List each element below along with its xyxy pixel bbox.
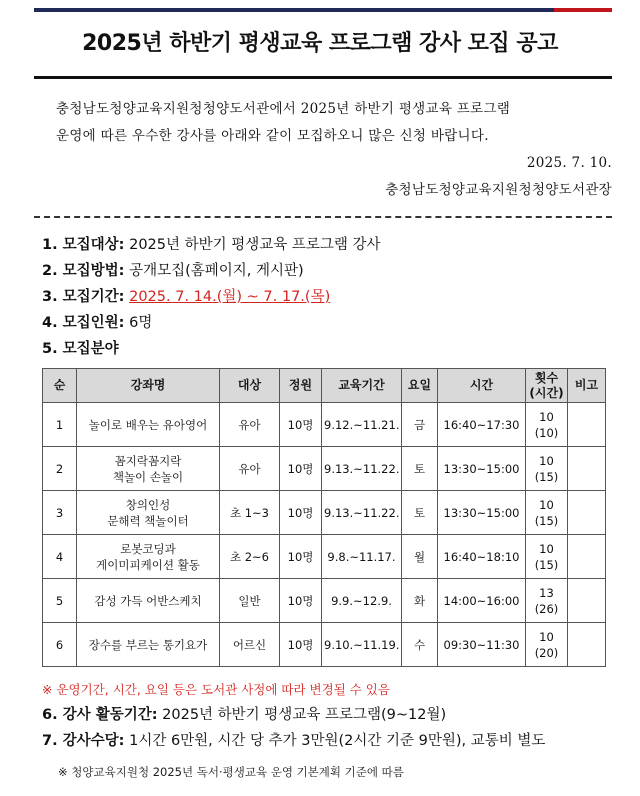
- table-cell: 5: [43, 579, 77, 623]
- header-cell: 요일: [402, 369, 438, 403]
- table-cell: 9.12.~11.21.: [322, 403, 402, 447]
- item-method: 2. 모집방법: 공개모집(홈페이지, 게시판): [42, 263, 304, 279]
- table-cell: 16:40~17:30: [438, 403, 526, 447]
- table-cell: 1: [43, 403, 77, 447]
- table-cell: 3: [43, 491, 77, 535]
- item-field: 5. 모집분야: [42, 341, 119, 357]
- table-cell: 9.10.~11.19.: [322, 623, 402, 667]
- header-cell: 순: [43, 369, 77, 403]
- table-cell: 10명: [280, 447, 322, 491]
- table-cell: [568, 403, 606, 447]
- table-cell: 초 2~6: [220, 535, 280, 579]
- header-cell: 비고: [568, 369, 606, 403]
- header-cell: 시간: [438, 369, 526, 403]
- table-cell: 2: [43, 447, 77, 491]
- table-cell: 토: [402, 491, 438, 535]
- intro-line-2: 운영에 따른 우수한 강사를 아래와 같이 모집하오니 많은 신청 바랍니다.: [56, 128, 489, 144]
- table-cell: [568, 535, 606, 579]
- table-cell: 4: [43, 535, 77, 579]
- table-cell: 9.13.~11.22.: [322, 491, 402, 535]
- table-row: [43, 623, 606, 667]
- header-cell: 교육기간: [322, 369, 402, 403]
- dashed-divider: [34, 216, 612, 218]
- table-cell: [568, 579, 606, 623]
- table-cell: 화: [402, 579, 438, 623]
- table-cell: 놀이로 배우는 유아영어: [77, 403, 220, 447]
- table-cell: 10명: [280, 491, 322, 535]
- table-cell: 월: [402, 535, 438, 579]
- table-cell: 13:30~15:00: [438, 447, 526, 491]
- table-cell: 수: [402, 623, 438, 667]
- table-row: [43, 447, 606, 491]
- table-cell: 14:00~16:00: [438, 579, 526, 623]
- item-target: 1. 모집대상: 2025년 하반기 평생교육 프로그램 강사: [42, 237, 381, 253]
- item-fee: 7. 강사수당: 1시간 6만원, 시간 당 추가 3만원(2시간 기준 9만원), 교통비 별도: [42, 733, 546, 749]
- title-underline: [34, 76, 612, 79]
- basis-note: ※ 청양교육지원청 2025년 독서·평생교육 운영 기본계획 기준에 따름: [58, 765, 404, 779]
- table-cell: 09:30~11:30: [438, 623, 526, 667]
- program-table: [42, 368, 606, 667]
- table-cell: 초 1~3: [220, 491, 280, 535]
- extra-items: [42, 702, 545, 754]
- table-cell: 로봇코딩과 게이미피케이션 활동: [77, 535, 220, 579]
- table-row: [43, 491, 606, 535]
- table-cell: 9.9.~12.9.: [322, 579, 402, 623]
- intro-paragraph: [46, 96, 612, 204]
- intro-line-1: 충청남도청양교육지원청청양도서관에서 2025년 하반기 평생교육 프로그램: [56, 101, 511, 117]
- recruit-items: [42, 232, 602, 362]
- table-cell: 16:40~18:10: [438, 535, 526, 579]
- table-cell: 13:30~15:00: [438, 491, 526, 535]
- issuer: 충청남도청양교육지원청청양도서관장: [385, 182, 612, 198]
- table-cell: 10 (15): [526, 535, 568, 579]
- table-cell: 토: [402, 447, 438, 491]
- table-header-row: [43, 369, 606, 403]
- header-cell: 정원: [280, 369, 322, 403]
- table-cell: 금: [402, 403, 438, 447]
- table-cell: 10명: [280, 535, 322, 579]
- table-cell: 9.8.~11.17.: [322, 535, 402, 579]
- table-cell: 10명: [280, 403, 322, 447]
- item-period: 3. 모집기간: 2025. 7. 14.(월) ~ 7. 17.(목): [42, 289, 331, 305]
- page-title: 2025년 하반기 평생교육 프로그램 강사 모집 공고: [82, 31, 558, 56]
- item-activity-period: 6. 강사 활동기간: 2025년 하반기 평생교육 프로그램(9~12월): [42, 707, 447, 723]
- table-cell: 유아: [220, 403, 280, 447]
- top-color-bar: [34, 8, 612, 14]
- table-row: [43, 579, 606, 623]
- table-cell: 6: [43, 623, 77, 667]
- table-cell: 어르신: [220, 623, 280, 667]
- header-cell: 강좌명: [77, 369, 220, 403]
- announcement-date: 2025. 7. 10.: [526, 155, 612, 171]
- table-cell: 13 (26): [526, 579, 568, 623]
- table-cell: 일반: [220, 579, 280, 623]
- table-cell: 10명: [280, 579, 322, 623]
- table-cell: 9.13.~11.22.: [322, 447, 402, 491]
- table-cell: 10 (15): [526, 491, 568, 535]
- top-bar-navy: [34, 8, 554, 12]
- header-cell: 횟수 (시간): [526, 369, 568, 403]
- table-cell: 감성 가득 어반스케치: [77, 579, 220, 623]
- table-cell: [568, 623, 606, 667]
- top-bar-red: [554, 8, 612, 12]
- table-cell: 10 (10): [526, 403, 568, 447]
- header-cell: 대상: [220, 369, 280, 403]
- table-cell: [568, 491, 606, 535]
- table-cell: [568, 447, 606, 491]
- table-cell: 10 (15): [526, 447, 568, 491]
- table-cell: 10명: [280, 623, 322, 667]
- table-cell: 창의인성 문해력 책놀이터: [77, 491, 220, 535]
- item-count: 4. 모집인원: 6명: [42, 315, 153, 331]
- table-cell: 유아: [220, 447, 280, 491]
- table-cell: 장수를 부르는 통기요가: [77, 623, 220, 667]
- table-cell: 10 (20): [526, 623, 568, 667]
- table-row: [43, 535, 606, 579]
- table-row: [43, 403, 606, 447]
- recruit-period: 2025. 7. 14.(월) ~ 7. 17.(목): [129, 289, 331, 305]
- table-body: [43, 403, 606, 667]
- schedule-change-note: ※ 운영기간, 시간, 요일 등은 도서관 사정에 따라 변경될 수 있음: [42, 682, 390, 697]
- table-cell: 꼼지락꼼지락 책놀이 손놀이: [77, 447, 220, 491]
